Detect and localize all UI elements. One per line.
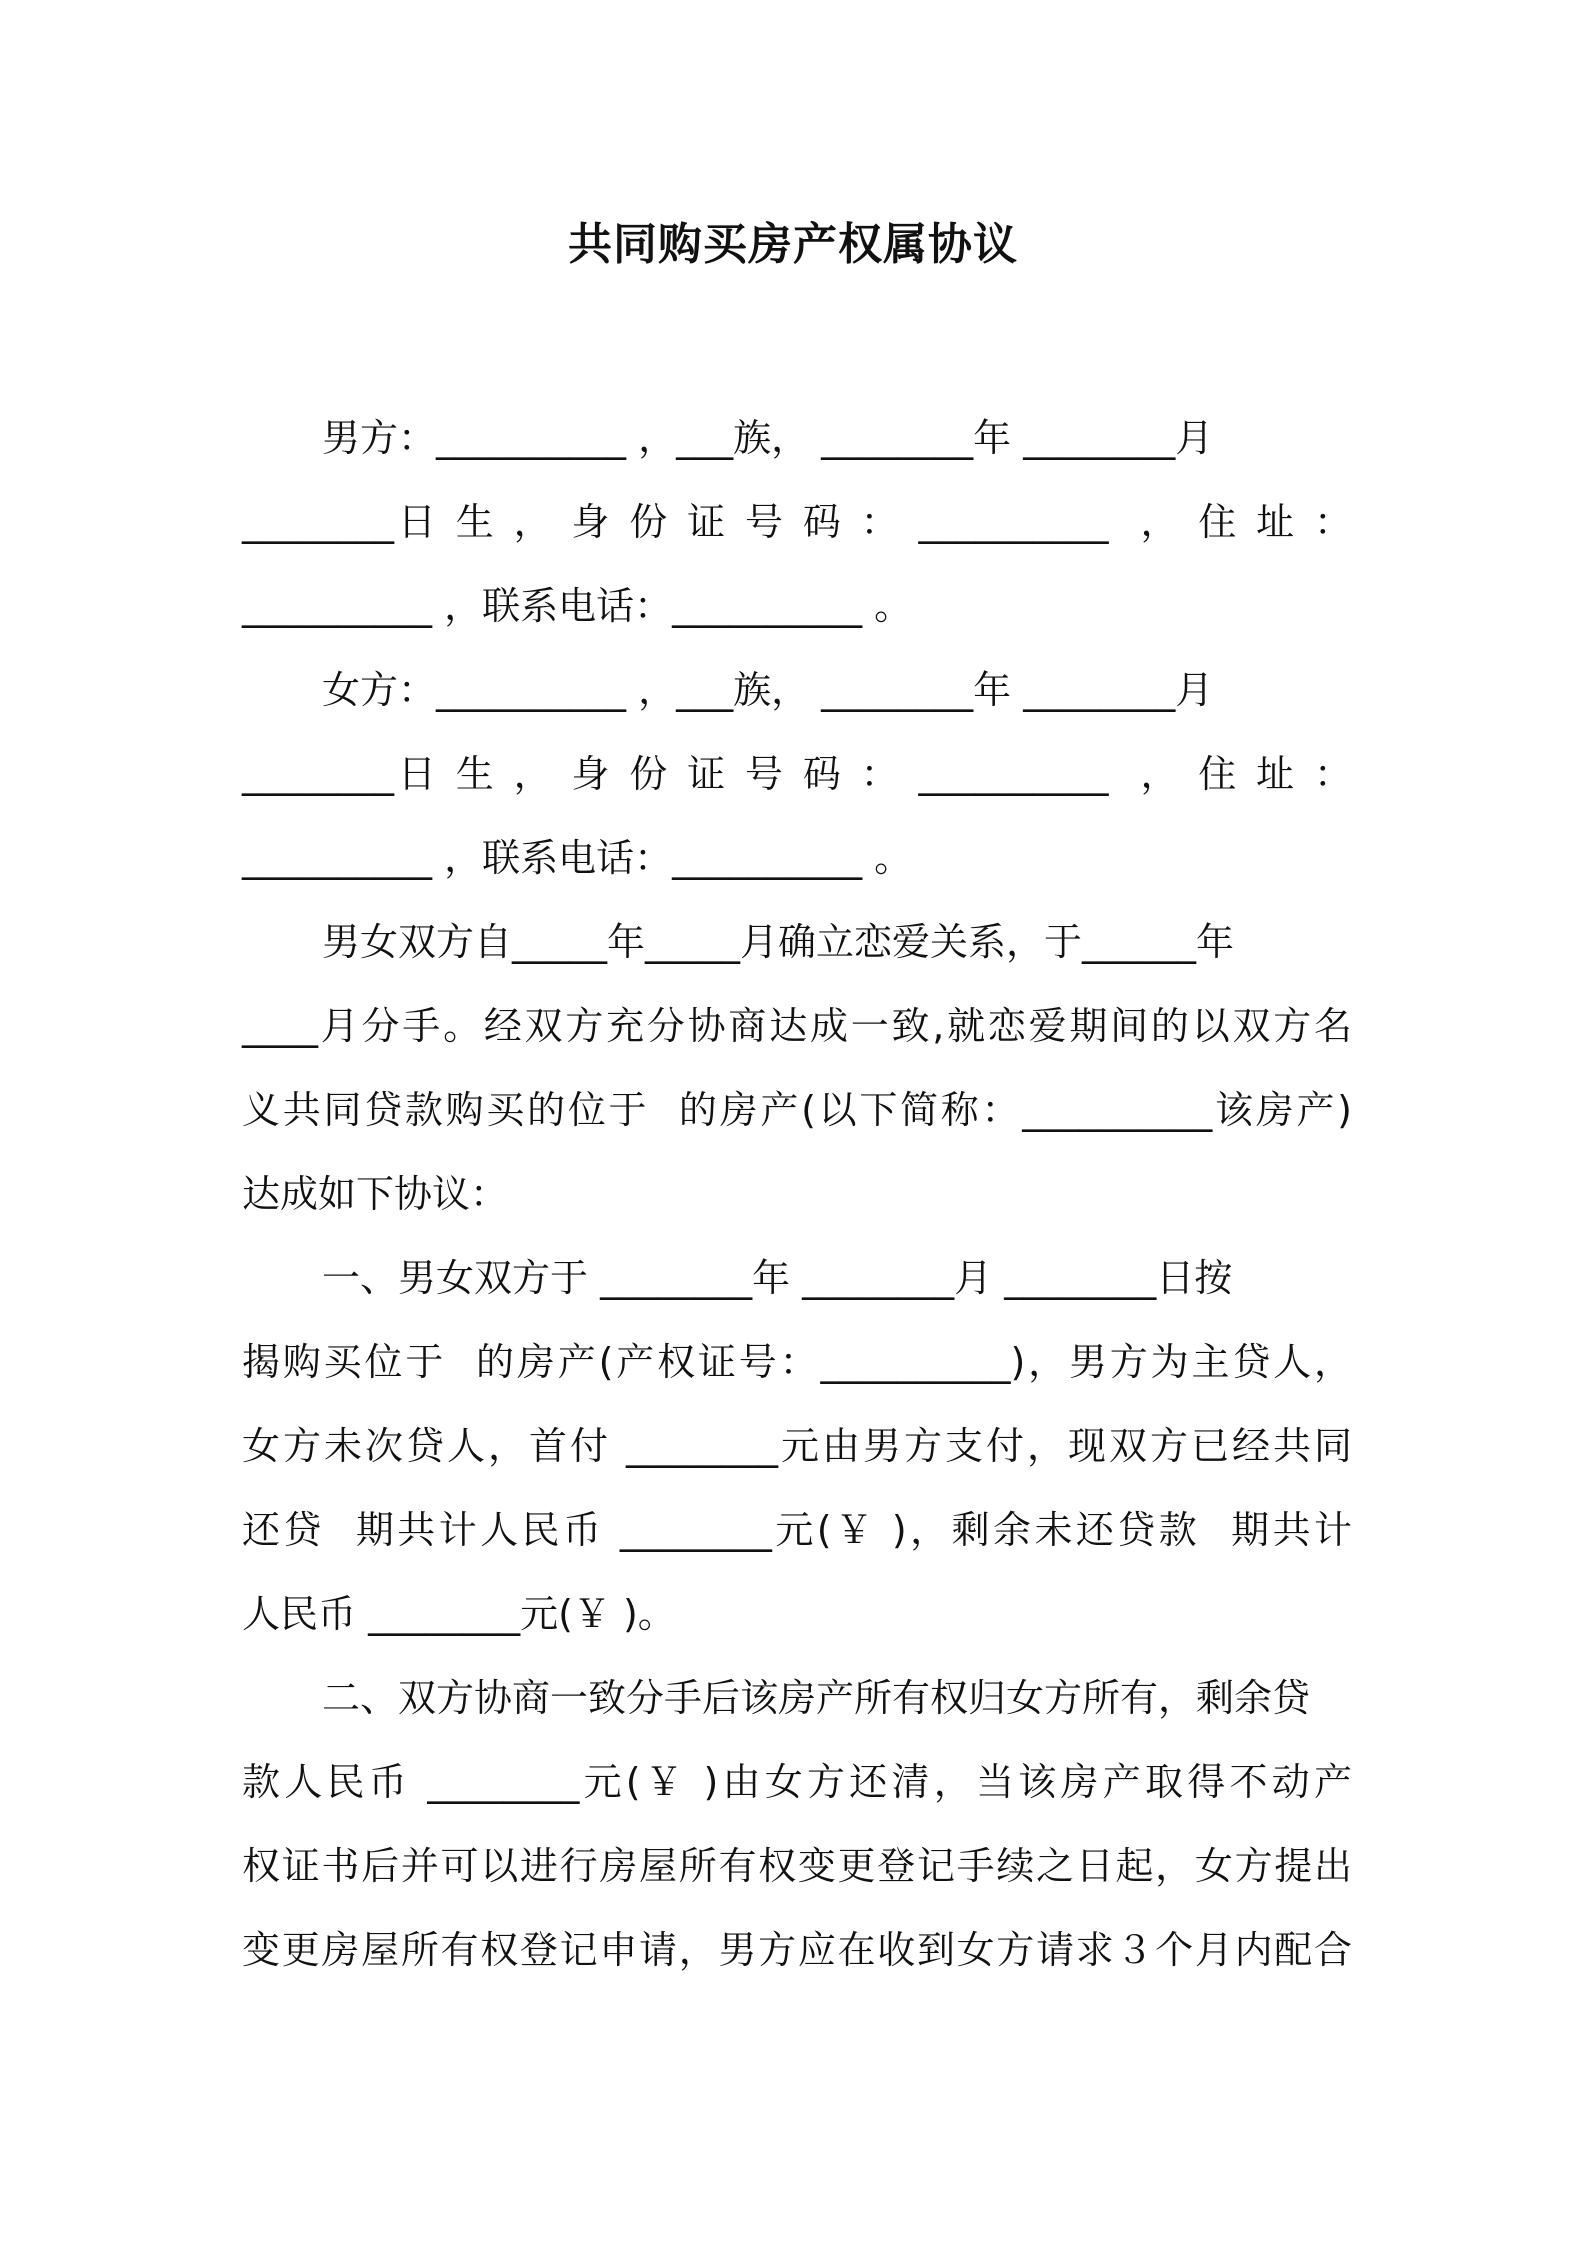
intro-paragraph-line-1: 男女双方自_____年_____月确立恋爱关系，于______年 [322, 920, 1235, 964]
female-party-line-2: ________日 生 ， 身 份 证 号 码 ： __________ ， 住 址 ： [242, 752, 1352, 796]
male-party-line-2: ________日 生 ， 身 份 证 号 码 ： __________ ， 住 址 ： [242, 500, 1352, 544]
clause-one-line-3: 女方未次贷人，首付 ________元由男方支付，现双方已经共同 [242, 1424, 1352, 1468]
female-party-line-3: __________ ，联系电话：__________ 。 [242, 836, 913, 880]
clause-one-line-4: 还贷 期共计人民币 ________元(￥ )，剩余未还贷款 期共计 [242, 1508, 1352, 1552]
clause-two-line-1: 二、双方协商一致分手后该房产所有权归女方所有，剩余贷 [322, 1676, 1311, 1720]
intro-paragraph-line-4: 达成如下协议： [242, 1172, 509, 1216]
clause-two-line-4: 变更房屋所有权登记申请，男方应在收到女方请求３个月内配合 [242, 1928, 1352, 1972]
clause-one-line-2: 揭购买位于 的房产(产权证号：__________)，男方为主贷人， [242, 1340, 1352, 1384]
intro-paragraph-line-3: 义共同贷款购买的位于 的房产(以下简称：__________该房产) [242, 1088, 1352, 1132]
female-party-line-1: 女方：__________ ，___族， ________年 ________月 [322, 668, 1214, 712]
clause-two-line-2: 款人民币 ________元(￥ )由女方还清，当该房产取得不动产 [242, 1760, 1352, 1804]
intro-paragraph-line-2: ____月分手。经双方充分协商达成一致,就恋爱期间的以双方名 [242, 1004, 1352, 1048]
clause-one-line-5: 人民币 ________元(￥ )。 [242, 1592, 676, 1636]
male-party-line-3: __________ ，联系电话：__________ 。 [242, 584, 913, 628]
document-title: 共同购买房产权属协议 [568, 219, 1018, 270]
clause-two-line-3: 权证书后并可以进行房屋所有权变更登记手续之日起，女方提出 [242, 1844, 1352, 1888]
clause-one-line-1: 一、男女双方于 ________年 ________月 ________日按 [322, 1256, 1233, 1300]
male-party-line-1: 男方：__________ ，___族， ________年 ________月 [322, 416, 1214, 460]
